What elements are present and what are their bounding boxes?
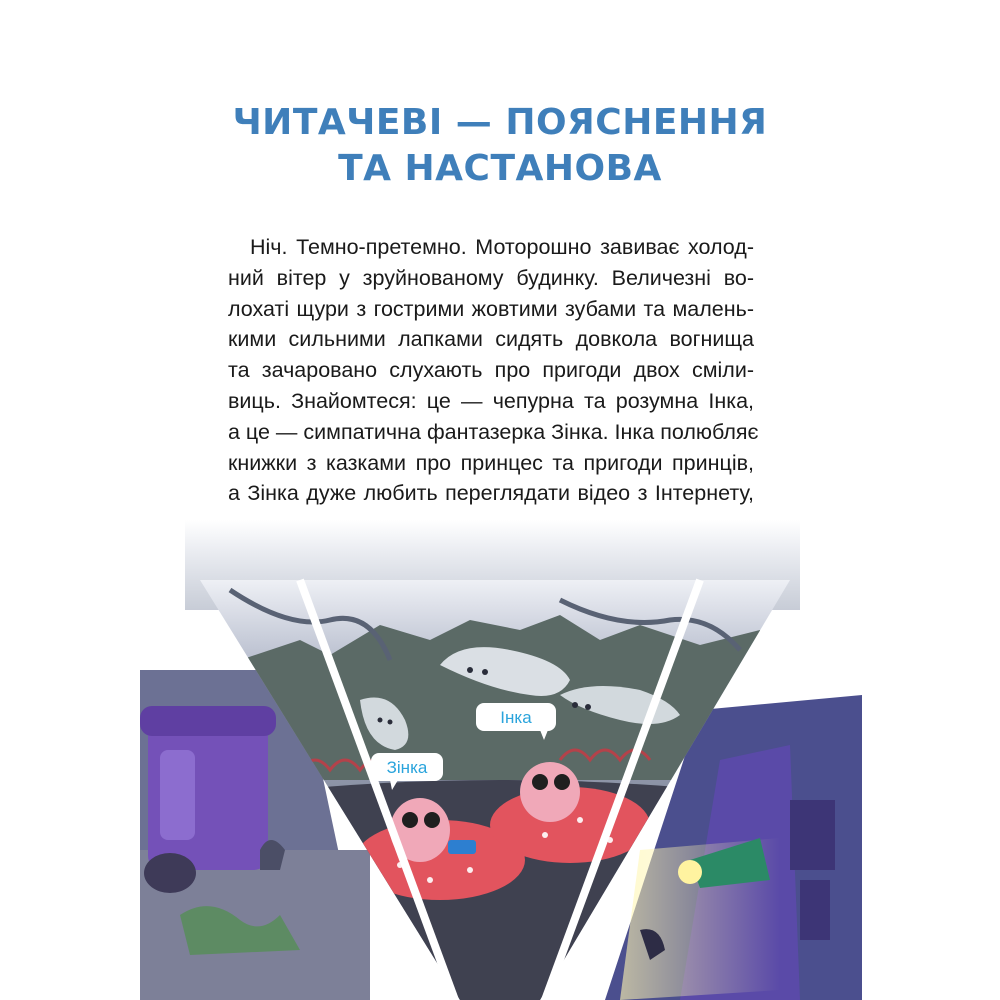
body-paragraph <box>228 232 759 509</box>
title-line: ЧИТАЧЕВІ — ПОЯСНЕННЯ <box>232 102 768 143</box>
text-line: та зачаровано слухають про пригоди двох сміли- <box>228 358 754 383</box>
text-line: кими сильними лапками сидять довкола вогнища <box>228 327 754 352</box>
bubble-label-inka: Інка <box>500 708 532 727</box>
text-line: Ніч. Темно-претемно. Моторошно завиває холод- <box>250 235 754 259</box>
bubble-label-zinka: Зінка <box>386 758 428 777</box>
text-line: книжки з казками про принцес та пригоди принців, <box>228 450 754 475</box>
title-line: ТА НАСТАНОВА <box>338 148 662 189</box>
text-line: ний вітер у зруйнованому будинку. Величезні во- <box>228 265 754 290</box>
text-line: лохаті щури з гострими жовтими зубами та малень- <box>228 296 754 321</box>
text-line: а Зінка дуже любить переглядати відео з Інтернету, <box>228 481 754 506</box>
trash-can-icon <box>140 706 276 893</box>
night-scene-illustration <box>0 520 1000 1000</box>
text-line: а це — симпатична фантазерка Зінка. Інка полюбляє <box>228 419 759 444</box>
text-line: виць. Знайомтеся: це — чепурна та розумна Інка, <box>228 388 754 413</box>
page-title <box>150 100 850 192</box>
